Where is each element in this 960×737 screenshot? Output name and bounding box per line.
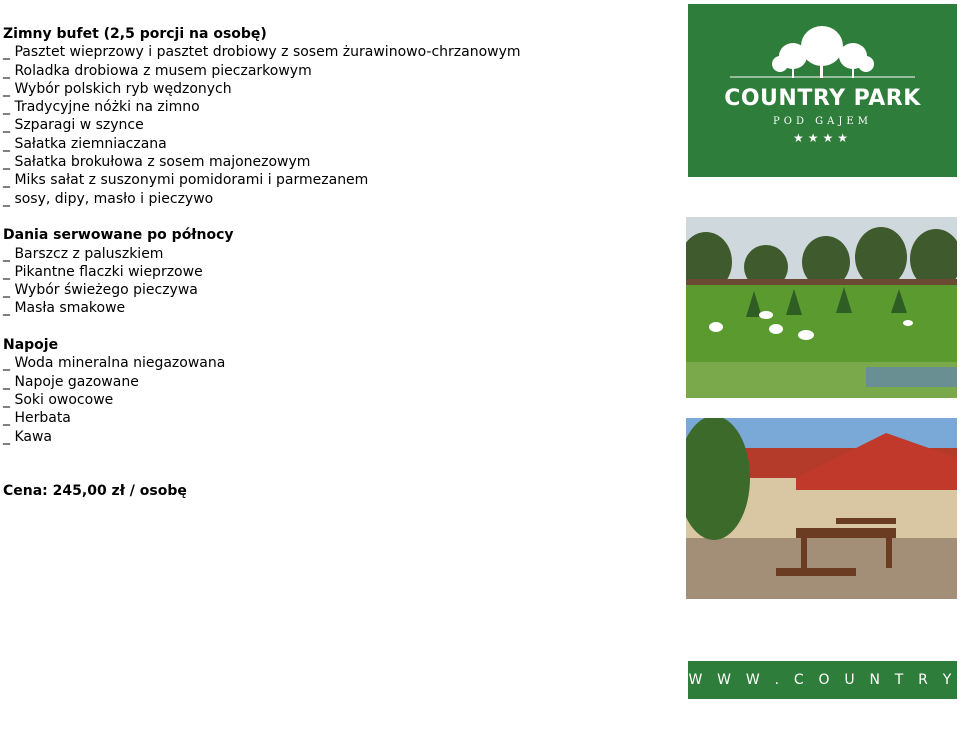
menu-item: _ Sałatka brokułowa z sosem majonezowym xyxy=(3,154,311,171)
menu-item: _ Szparagi w szynce xyxy=(3,117,144,134)
menu-item: _ Miks sałat z suszonymi pomidorami i parmezanem xyxy=(3,172,369,189)
price-label: Cena: 245,00 zł / osobę xyxy=(3,483,187,500)
menu-item: _ Roladka drobiowa z musem pieczarkowym xyxy=(3,62,312,79)
meadow-geese-photo xyxy=(686,217,957,398)
menu-item: _ Wybór polskich ryb wędzonych xyxy=(3,80,232,97)
menu-item: _ Barszcz z paluszkiem xyxy=(3,245,164,262)
menu-item: _ sosy, dipy, masło i pieczywo xyxy=(3,190,214,207)
menu-item: _ Pikantne flaczki wieprzowe xyxy=(3,263,203,280)
restaurant-terrace-photo xyxy=(686,418,957,599)
menu-item: _ Wybór świeżego pieczywa xyxy=(3,282,198,299)
menu-item: _ Napoje gazowane xyxy=(3,373,139,390)
menu-item: _ Soki owocowe xyxy=(3,391,114,408)
menu-item: _ Woda mineralna niegazowana xyxy=(3,355,226,372)
website-url-banner: W W W . C O U N T R Y P A R K . P L xyxy=(688,661,957,699)
drinks-title: Napoje xyxy=(3,337,59,354)
menu-column xyxy=(3,25,673,501)
menu-item: _ Herbata xyxy=(3,410,71,427)
menu-item: _ Masła smakowe xyxy=(3,300,126,317)
cold-buffet-title: Zimny bufet (2,5 porcji na osobę) xyxy=(3,26,267,42)
logo-stars: ★★★★ xyxy=(792,131,853,145)
logo-subtitle: POD GAJEM xyxy=(773,116,872,127)
midnight-title: Dania serwowane po północy xyxy=(3,227,234,244)
menu-item: _ Tradycyjne nóżki na zimno xyxy=(3,99,200,116)
logo-title: COUNTRY PARK xyxy=(724,86,921,111)
menu-item: _ Pasztet wieprzowy i pasztet drobiowy z sosem żurawinowo-chrzanowym xyxy=(3,44,521,61)
menu-item: _ Sałatka ziemniaczana xyxy=(3,135,167,152)
country-park-logo xyxy=(688,4,957,177)
menu-item: _ Kawa xyxy=(3,428,52,445)
